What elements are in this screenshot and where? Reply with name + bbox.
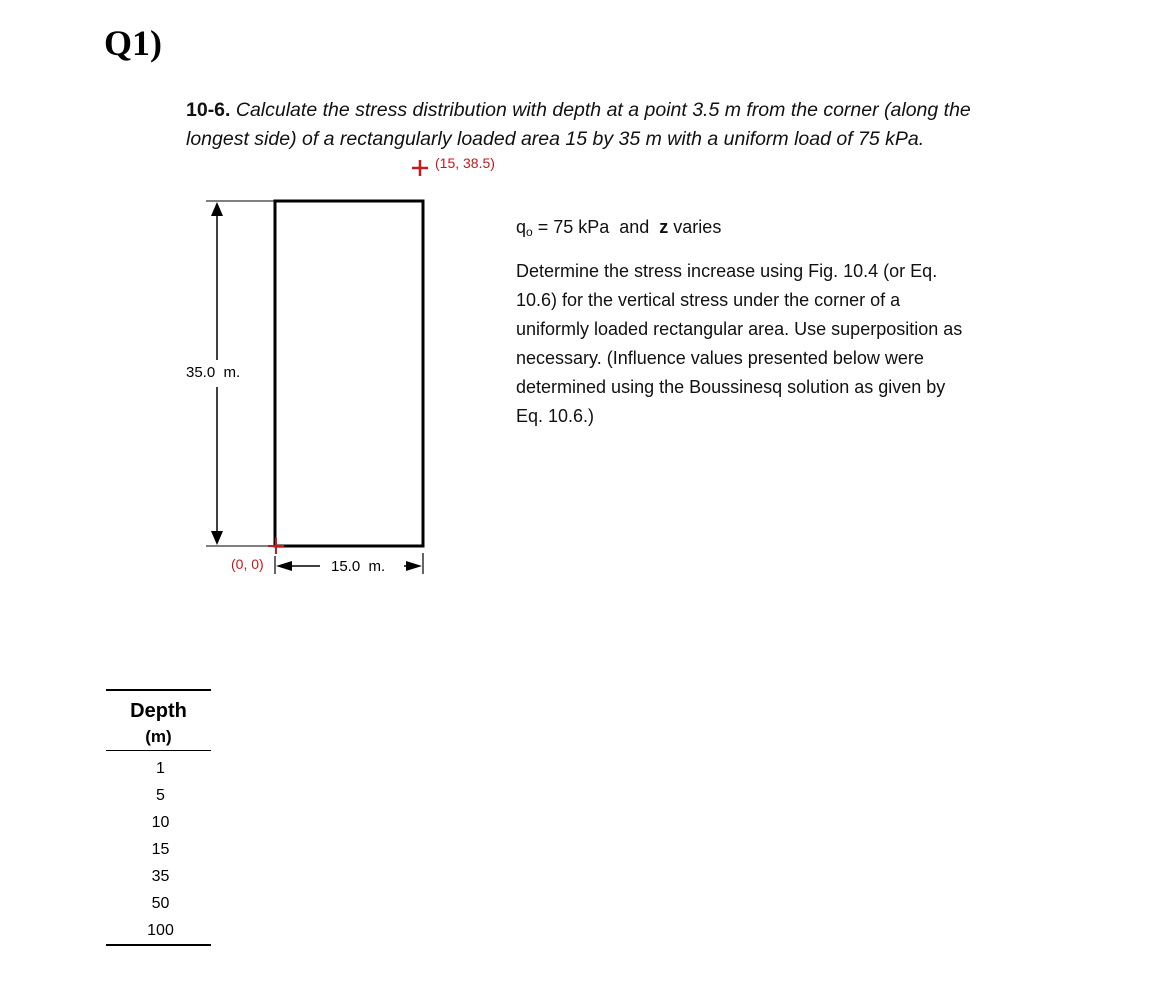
problem-number: 10-6. (186, 99, 231, 121)
origin-marker (268, 538, 284, 554)
top-coordinate-label: (15, 38.5) (435, 155, 495, 171)
load-definition: $q_o = 75$ kPa and z varies (516, 217, 722, 239)
table-row: 50 (151, 895, 170, 912)
problem-line-2: longest side) of a rectangularly loaded area 15 by 35 m with a uniform load of 75 kPa. (186, 127, 925, 150)
loaded-rectangle (275, 201, 423, 546)
table-row: 35 (151, 868, 170, 885)
table-row: 15 (151, 841, 170, 858)
depth-table-header (106, 691, 211, 751)
question-label: Q1) (104, 23, 162, 63)
table-row: 10 (151, 814, 170, 831)
top-point-marker (412, 160, 428, 176)
height-label: 35.0 m. (186, 364, 241, 381)
table-row: 1 (156, 760, 165, 777)
width-label: 15.0 m. (331, 558, 386, 575)
depth-unit: (m) (145, 727, 172, 746)
table-row: 100 (147, 922, 174, 939)
depth-header: Depth (130, 700, 187, 722)
instructions-text: Determine the stress increase using Fig. 10.4 (or Eq. 10.6) for the vertical stress under the corner of a uniformly loaded rectangular area. Use superposition as necessary. (Influence values presented below were determined using the Boussinesq solution as given by Eq. 10.6.) (516, 261, 963, 426)
depth-table-body (106, 751, 211, 944)
problem-line-1: 10-6. Calculate the stress distribution with depth at a point 3.5 m from the corner (along the (186, 99, 971, 121)
depth-table (106, 689, 211, 946)
origin-coordinate-label: (0, 0) (231, 556, 264, 572)
table-row: 5 (156, 787, 165, 804)
